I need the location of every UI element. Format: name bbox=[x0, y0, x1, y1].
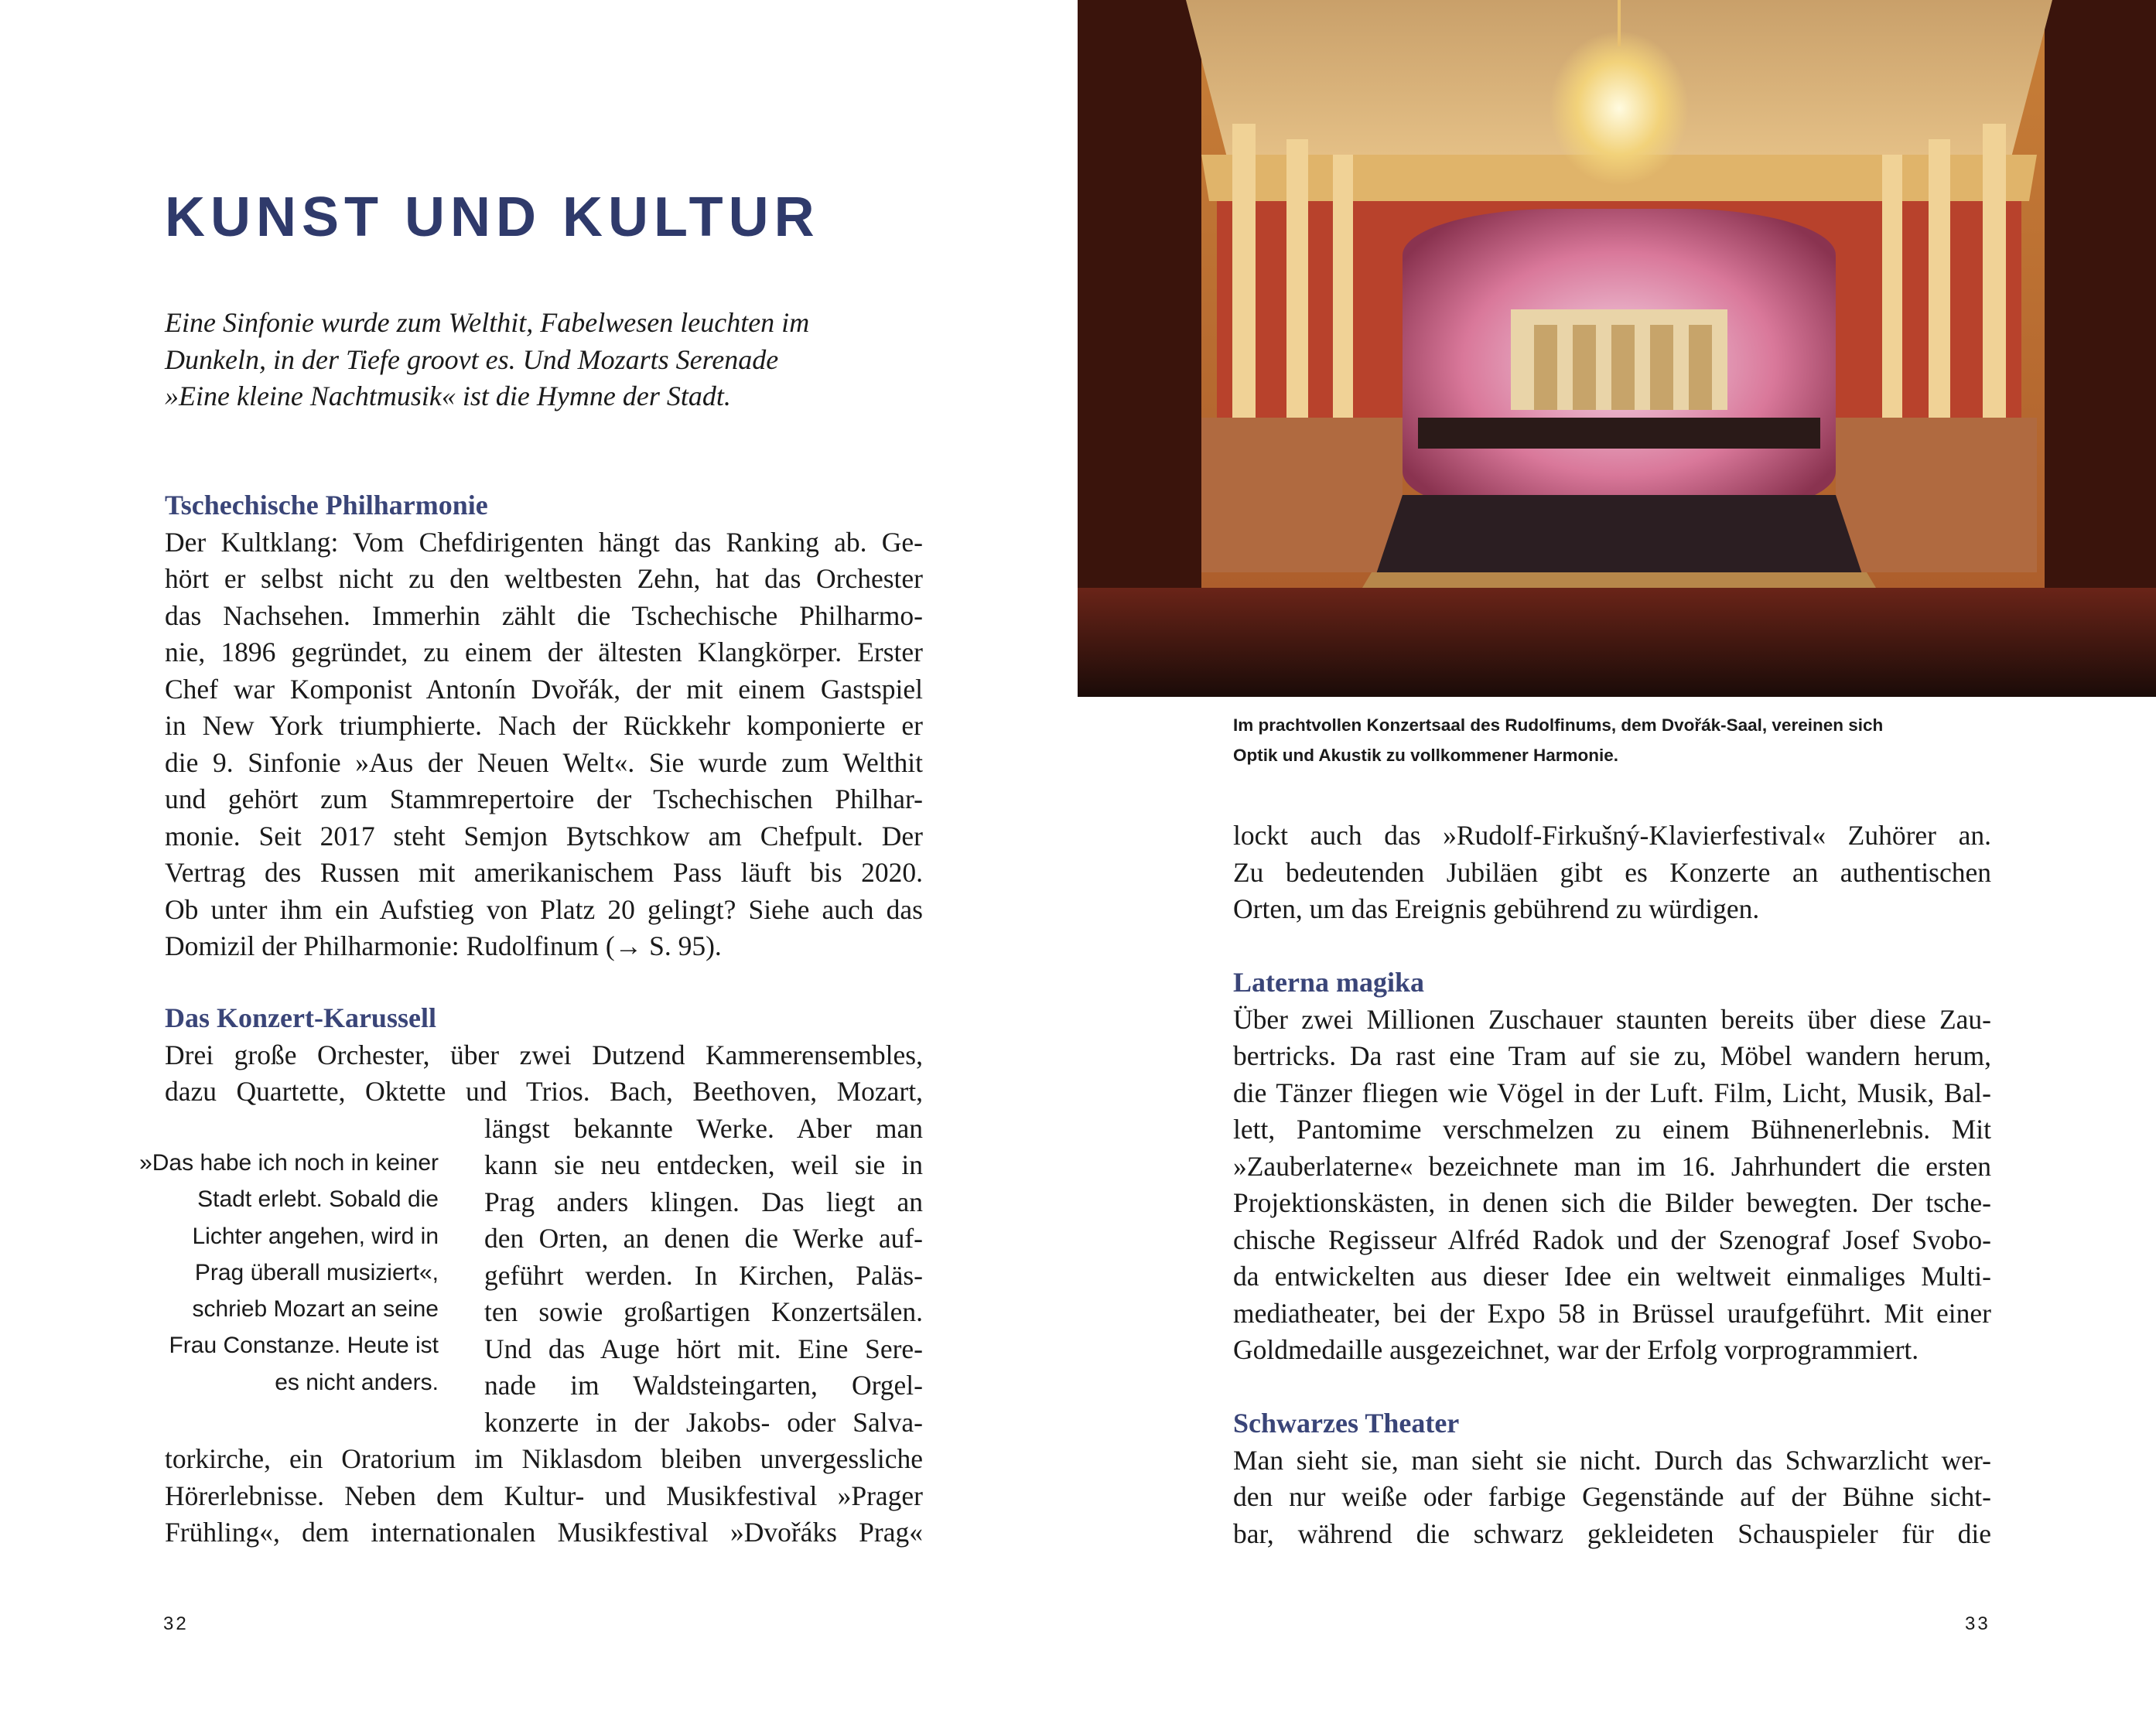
text-line: Frau Constanze. Heute ist bbox=[169, 1333, 439, 1359]
text-line: Drei große Orchester, über zwei Dutzend Kammerensembles, bbox=[165, 1039, 923, 1070]
text-line: Dunkeln, in der Tiefe groovt es. Und Mozarts Serenade bbox=[165, 343, 779, 375]
text-line: Eine Sinfonie wurde zum Welthit, Fabelwesen leuchten im bbox=[165, 307, 810, 338]
text-line: Stadt erlebt. Sobald die bbox=[197, 1186, 439, 1213]
text-line: torkirche, ein Oratorium im Niklasdom bleiben unvergessliche bbox=[165, 1443, 923, 1474]
text-line: da entwickelten aus dieser Idee ein weltweit einmaliges Multi- bbox=[1233, 1261, 1991, 1292]
text-line: Orten, um das Ereignis gebührend zu würdigen. bbox=[1233, 893, 1760, 924]
text-line: Lichter angehen, wird in bbox=[192, 1223, 439, 1249]
text-line: Zu bedeutenden Jubiläen gibt es Konzerte an authentischen bbox=[1233, 856, 1991, 888]
concert-hall-photo-icon bbox=[1078, 0, 2156, 697]
chapter-title: KUNST UND KULTUR bbox=[165, 186, 820, 248]
text-line: »Zauberlaterne« bezeichnete man im 16. Jahrhundert die ersten bbox=[1233, 1150, 1991, 1182]
text-line: geführt werden. In Kirchen, Paläs- bbox=[484, 1259, 923, 1291]
text-line: Prag anders klingen. Das liegt an bbox=[484, 1186, 923, 1217]
text-line: es nicht anders. bbox=[275, 1369, 439, 1395]
section-schwarzes-theater bbox=[1233, 1405, 1991, 1552]
section-heading: Tschechische Philharmonie bbox=[165, 490, 488, 521]
text-line: Ob unter ihm ein Aufstieg von Platz 20 gelingt? Siehe auch das bbox=[165, 893, 923, 925]
text-line: schrieb Mozart an seine bbox=[192, 1296, 439, 1323]
text-line: die Tänzer fliegen wie Vögel in der Luft. Film, Licht, Musik, Bal- bbox=[1233, 1077, 1991, 1108]
text-line: das Nachsehen. Immerhin zählt die Tschechische Philharmo- bbox=[165, 599, 923, 631]
text-line: Vertrag des Russen mit amerikanischem Pass läuft bis 2020. bbox=[165, 857, 923, 888]
section-heading: Laterna magika bbox=[1233, 967, 1424, 998]
text-line: lett, Pantomime verschmelzen zu einem Bühnenerlebnis. Mit bbox=[1233, 1114, 1991, 1145]
text-line: kann sie neu entdecken, weil sie in bbox=[484, 1149, 923, 1180]
text-line: in New York triumphierte. Nach der Rückkehr komponierte er bbox=[165, 710, 923, 741]
section-philharmonie bbox=[165, 487, 923, 965]
lead-paragraph bbox=[165, 305, 907, 415]
text-line: bertricks. Da rast eine Tram auf sie zu, Möbel wandern herum, bbox=[1233, 1040, 1991, 1071]
photo-caption bbox=[1233, 710, 2007, 770]
section-body bbox=[1233, 1442, 1991, 1553]
text-line: lockt auch das »Rudolf-Firkušný-Klavierfestival« Zuhörer an. bbox=[1233, 820, 1991, 851]
page-number-left: 32 bbox=[163, 1613, 189, 1634]
section-body bbox=[165, 524, 923, 965]
pull-quote bbox=[77, 1145, 439, 1401]
section-laterna-magika bbox=[1233, 964, 1991, 1369]
text-line: ten sowie großartigen Konzertsälen. bbox=[484, 1296, 923, 1327]
text-line: Frühling«, dem internationalen Musikfestival »Dvořáks Prag« bbox=[165, 1517, 923, 1548]
continuation-text bbox=[1233, 818, 1991, 928]
text-line: »Eine kleine Nachtmusik« ist die Hymne der Stadt. bbox=[165, 381, 731, 411]
text-line: Im prachtvollen Konzertsaal des Rudolfinums, dem Dvořák-Saal, vereinen sich bbox=[1233, 715, 1884, 735]
text-line: Optik und Akustik zu vollkommener Harmonie. bbox=[1233, 746, 1619, 765]
text-line: und gehört zum Stammrepertoire der Tschechischen Philhar- bbox=[165, 783, 923, 814]
text-line: Goldmedaille ausgezeichnet, war der Erfolg vorprogrammiert. bbox=[1233, 1334, 1919, 1365]
page-number-right: 33 bbox=[1965, 1613, 1990, 1634]
section-heading: Das Konzert-Karussell bbox=[165, 1002, 436, 1033]
section-heading: Schwarzes Theater bbox=[1233, 1408, 1460, 1439]
text-line: konzerte in der Jakobs- oder Salva- bbox=[484, 1406, 923, 1438]
text-line: »Das habe ich noch in keiner bbox=[139, 1150, 439, 1176]
text-line: Domizil der Philharmonie: Rudolfinum (→ S. 95). bbox=[165, 930, 722, 961]
text-line: Man sieht sie, man sieht sie nicht. Durch das Schwarzlicht wer- bbox=[1233, 1444, 1991, 1476]
text-line: hört er selbst nicht zu den weltbesten Zehn, hat das Orchester bbox=[165, 563, 923, 594]
text-line: nade im Waldsteingarten, Orgel- bbox=[484, 1370, 923, 1401]
text-line: den Orten, an denen die Werke auf- bbox=[484, 1223, 923, 1254]
section-body bbox=[1233, 1002, 1991, 1369]
text-line: die 9. Sinfonie »Aus der Neuen Welt«. Sie wurde zum Welthit bbox=[165, 746, 923, 778]
text-line: chische Regisseur Alfréd Radok und der Szenograf Josef Svobo- bbox=[1233, 1224, 1991, 1255]
text-line: mediatheater, bei der Expo 58 in Brüssel uraufgeführt. Mit einer bbox=[1233, 1297, 1991, 1329]
text-line: Der Kultklang: Vom Chefdirigenten hängt das Ranking ab. Ge- bbox=[165, 526, 923, 558]
text-line: Chef war Komponist Antonín Dvořák, der mit einem Gastspiel bbox=[165, 673, 923, 705]
text-line: monie. Seit 2017 steht Semjon Bytschkow am Chefpult. Der bbox=[165, 820, 923, 852]
text-line: Über zwei Millionen Zuschauer staunten bereits über diese Zau- bbox=[1233, 1003, 1991, 1035]
text-line: Prag überall musiziert«, bbox=[194, 1259, 439, 1285]
text-line: dazu Quartette, Oktette und Trios. Bach, Beethoven, Mozart, bbox=[165, 1076, 923, 1107]
section-body-indented bbox=[484, 1111, 923, 1442]
text-line: bar, während die schwarz gekleideten Schauspieler für die bbox=[1233, 1517, 1991, 1549]
text-line: den nur weiße oder farbige Gegenstände auf der Bühne sicht- bbox=[1233, 1481, 1991, 1512]
text-line: Und das Auge hört mit. Eine Sere- bbox=[484, 1333, 923, 1364]
text-line: Projektionskästen, in denen sich die Bilder bewegten. Der tsche- bbox=[1233, 1187, 1991, 1218]
text-line: längst bekannte Werke. Aber man bbox=[484, 1112, 923, 1144]
section-body-top bbox=[165, 1037, 923, 1111]
text-line: nie, 1896 gegründet, zu einem der ältesten Klangkörper. Erster bbox=[165, 637, 923, 667]
section-body-bottom bbox=[165, 1441, 923, 1551]
text-line: Hörerlebnisse. Neben dem Kultur- und Musikfestival »Prager bbox=[165, 1480, 923, 1511]
